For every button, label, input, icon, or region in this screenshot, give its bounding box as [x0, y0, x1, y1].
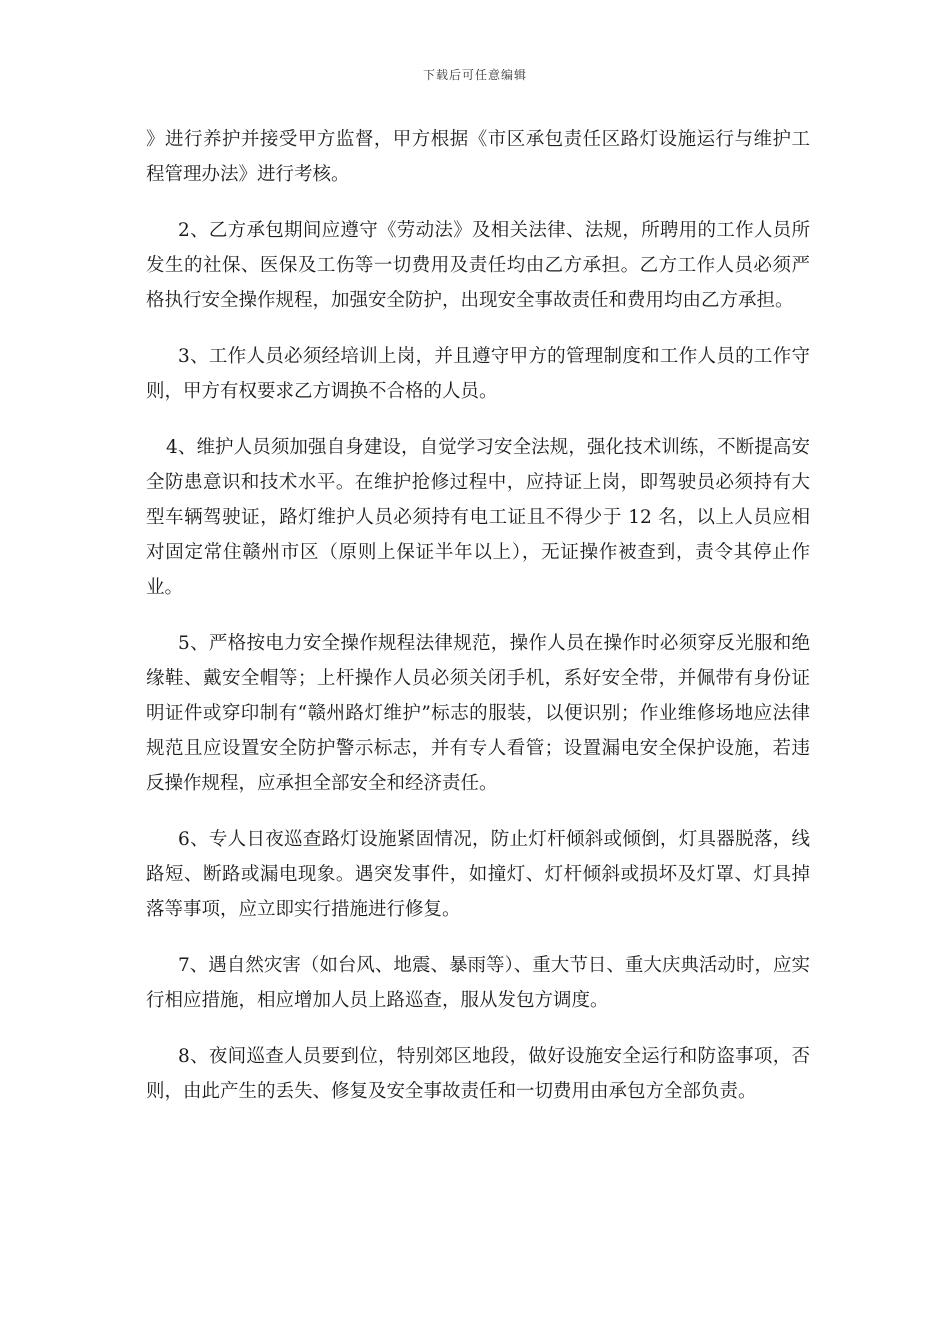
paragraph-item-2: 2、乙方承包期间应遵守《劳动法》及相关法律、法规，所聘用的工作人员所发生的社保、医保及工伤等一切费用及责任均由乙方承担。乙方工作人员必须严格执行安全操作规程，加强安全防护，出现安全事故责任和费用均由乙方承担。	[146, 220, 810, 311]
paragraph-item-6: 6、专人日夜巡查路灯设施紧固情况，防止灯杆倾斜或倾倒，灯具器脱落，线路短、断路或漏电现象。遇突发事件，如撞灯、灯杆倾斜或损坏及灯罩、灯具掉落等事项，应立即实行措施进行修复。	[146, 829, 810, 920]
paragraph-item-8: 8、夜间巡查人员要到位，特别郊区地段，做好设施安全运行和防盗事项，否则，由此产生的丢失、修复及安全事故责任和一切费用由承包方全部负责。	[146, 1046, 810, 1102]
header-note: 下载后可任意编辑	[422, 68, 527, 82]
paragraph-item-5: 5、严格按电力安全操作规程法律规范，操作人员在操作时必须穿反光服和绝缘鞋、戴安全帽等；上杆操作人员必须关闭手机，系好安全带，并佩带有身份证明证件或穿印制有“赣州路灯维护”标志的服装，以便识别；作业维修场地应法律规范且应设置安全防护警示标志，并有专人看管；设置漏电安全保护设施，若违反操作规程，应承担全部安全和经济责任。	[146, 633, 810, 794]
paragraph-item-4: 4、维护人员须加强自身建设，自觉学习安全法规，强化技术训练，不断提高安全防患意识和技术水平。在维护抢修过程中，应持证上岗，即驾驶员必须持有大型车辆驾驶证，路灯维护人员必须持有电工证且不得少于 12 名，以上人员应相对固定常住赣州市区（原则上保证半年以上），无证操作被查到，责令其停止作业。	[146, 437, 810, 598]
paragraph-item-7: 7、遇自然灾害（如台风、地震、暴雨等）、重大节日、重大庆典活动时，应实行相应措施，相应增加人员上路巡查，服从发包方调度。	[146, 955, 810, 1011]
paragraph-continuation: 》进行养护并接受甲方监督，甲方根据《市区承包责任区路灯设施运行与维护工程管理办法》进行考核。	[146, 129, 810, 185]
paragraph-item-3: 3、工作人员必须经培训上岗，并且遵守甲方的管理制度和工作人员的工作守则，甲方有权要求乙方调换不合格的人员。	[146, 346, 810, 402]
document-body	[146, 122, 810, 1130]
